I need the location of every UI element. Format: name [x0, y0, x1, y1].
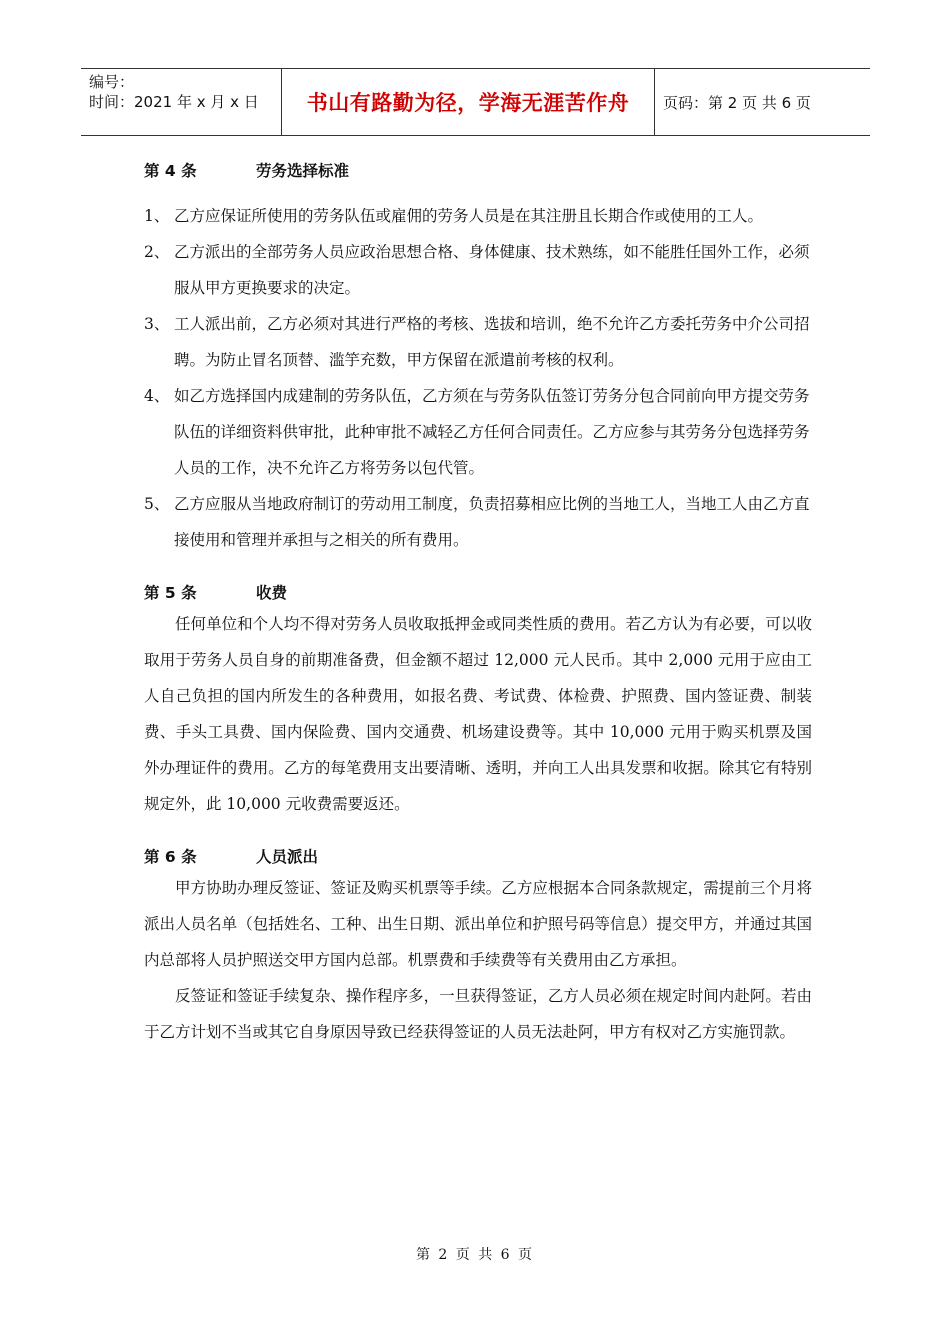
- article-number: 第 4 条: [144, 162, 197, 180]
- article-number: 第 5 条: [144, 584, 197, 602]
- list-text: 乙方应服从当地政府制订的劳动用工制度，负责招募相应比例的当地工人，当地工人由乙方直接使用和管理并承担与之相关的所有费用。: [174, 495, 810, 549]
- list-item: [144, 234, 812, 306]
- paragraph: 甲方协助办理反签证、签证及购买机票等手续。乙方应根据本合同条款规定，需提前三个月将派出人员名单（包括姓名、工种、出生日期、派出单位和护照号码等信息）提交甲方，并通过其国内总部将人员护照送交甲方国内总部。机票费和手续费等有关费用由乙方承担。: [144, 879, 812, 969]
- article-title: 劳务选择标准: [256, 162, 350, 180]
- list-number: 3、: [144, 315, 170, 333]
- list-number: 1、: [144, 207, 170, 225]
- list-item: [144, 306, 812, 378]
- document-number-label: 编号：: [89, 73, 135, 91]
- list-text: 如乙方选择国内成建制的劳务队伍，乙方须在与劳务队伍签订劳务分包合同前向甲方提交劳务队伍的详细资料供审批，此种审批不减轻乙方任何合同责任。乙方应参与其劳务分包选择劳务人员的工作，决不允许乙方将劳务以包代管。: [174, 387, 810, 477]
- paragraph: 反签证和签证手续复杂、操作程序多，一旦获得签证，乙方人员必须在规定时间内赴阿。若由于乙方计划不当或其它自身原因导致已经获得签证的人员无法赴阿，甲方有权对乙方实施罚款。: [144, 987, 812, 1041]
- article-5-heading: [144, 580, 812, 606]
- document-body: [144, 158, 812, 1050]
- paragraph: 任何单位和个人均不得对劳务人员收取抵押金或同类性质的费用。若乙方认为有必要，可以收取用于劳务人员自身的前期准备费，但金额不超过 12,000 元人民币。其中 2,000 元用于应由工人自己负担的国内所发生的各种费用，如报名费、考试费、体检费、护照费、国内签证费、制装费、手头工具费、国内保险费、国内交通费、机场建设费等。其中 10,000 元用于购买机票及国外办理证件的费用。乙方的每笔费用支出要清晰、透明，并向工人出具发票和收据。除其它有特别规定外，此 10,000 元收费需要返还。: [144, 615, 812, 813]
- header-page-info: 页码：第 2 页 共 6 页: [663, 93, 811, 112]
- list-number: 5、: [144, 495, 170, 513]
- article-6-heading: [144, 844, 812, 870]
- article-title: 人员派出: [256, 848, 319, 866]
- list-text: 乙方派出的全部劳务人员应政治思想合格、身体健康、技术熟练，如不能胜任国外工作，必须服从甲方更换要求的决定。: [174, 243, 810, 297]
- article-title: 收费: [256, 584, 288, 602]
- document-time-label: 时间：2021 年 x 月 x 日: [89, 93, 259, 111]
- document-header: [81, 68, 870, 136]
- list-number: 4、: [144, 387, 170, 405]
- header-motto: 书山有路勤为径，学海无涯苦作舟: [282, 69, 655, 135]
- list-item: [144, 198, 812, 234]
- list-number: 2、: [144, 243, 170, 261]
- header-meta: [81, 69, 282, 135]
- list-item: [144, 486, 812, 558]
- list-text: 乙方应保证所使用的劳务队伍或雇佣的劳务人员是在其注册且长期合作或使用的工人。: [174, 207, 764, 225]
- list-text: 工人派出前，乙方必须对其进行严格的考核、选拔和培训，绝不允许乙方委托劳务中介公司招聘。为防止冒名顶替、滥竽充数，甲方保留在派遣前考核的权利。: [174, 315, 810, 369]
- article-number: 第 6 条: [144, 848, 197, 866]
- article-4-heading: [144, 158, 812, 184]
- list-item: [144, 378, 812, 486]
- page-footer: 第 2 页 共 6 页: [415, 1247, 535, 1263]
